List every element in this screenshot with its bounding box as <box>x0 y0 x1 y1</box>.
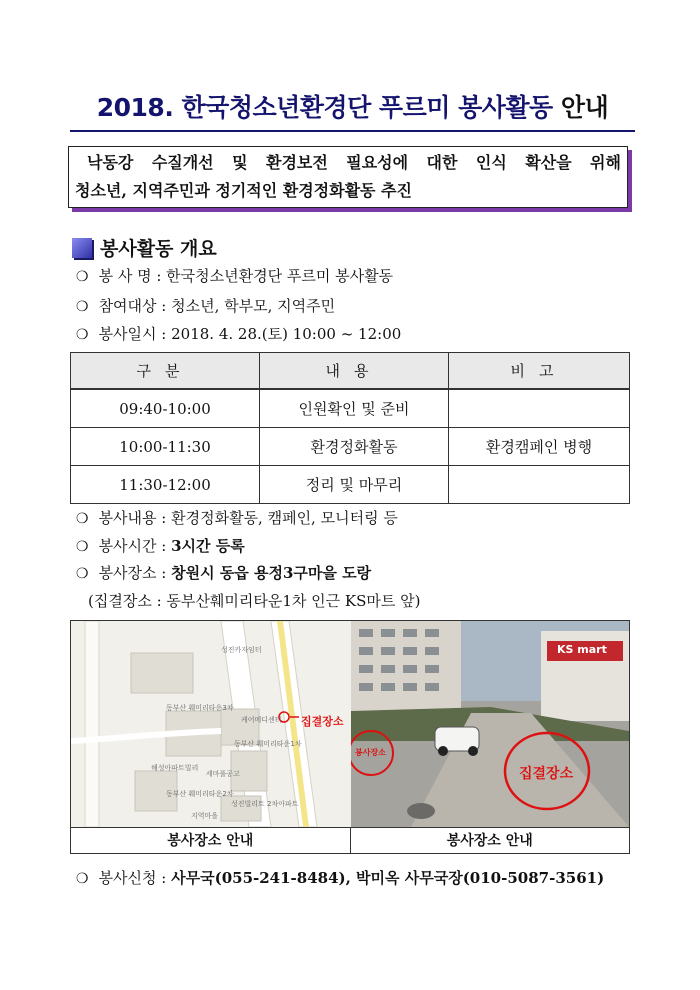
photo-caption: 봉사장소 안내 <box>446 833 533 849</box>
circle-bullet-icon: ❍ <box>76 871 89 887</box>
map-caption: 봉사장소 안내 <box>71 828 351 854</box>
square-bullet-icon <box>72 238 92 258</box>
bullet-hours: ❍ 봉사시간 : 3시간 등록 <box>76 537 245 555</box>
map-label: 동부산 훼미리타운1차 <box>234 740 302 748</box>
map-label: 성진빌리트 2차아파트 <box>231 800 299 808</box>
ks-mart-sign: KS mart <box>557 643 607 656</box>
title-divider <box>70 130 635 132</box>
circle-bullet-icon: ❍ <box>76 539 89 555</box>
circle-bullet-icon: ❍ <box>76 327 89 343</box>
location-figure <box>70 620 630 854</box>
map-label: 지역마을 <box>191 812 219 820</box>
circle-bullet-icon: ❍ <box>76 269 89 285</box>
map-label: 동부산 훼미리타운2차 <box>166 790 234 798</box>
table-row: 11:30-12:00 정리 및 마무리 <box>71 466 630 504</box>
circle-bullet-icon: ❍ <box>76 511 89 527</box>
street-photo <box>351 621 629 827</box>
header-content: 내용 <box>260 353 449 390</box>
map-label: 성진카자임터 <box>221 646 262 654</box>
map-label: 해성아파트빌리 <box>151 764 199 772</box>
summary-line-1: 낙동강 수질개선 및 환경보전 필요성에 대한 인식 확산을 위해 <box>87 153 621 172</box>
meeting-point-pin-label: 집결장소 <box>301 715 344 728</box>
figure-captions <box>71 827 629 854</box>
summary-line-2: 청소년, 지역주민과 정기적인 환경정화활동 추진 <box>75 181 412 200</box>
street-map <box>71 621 352 827</box>
header-note: 비고 <box>449 353 630 390</box>
table-row: 10:00-11:30 환경정화활동 환경캠페인 병행 <box>71 428 630 466</box>
meeting-spot-mark: 집결장소 <box>519 766 574 782</box>
bullet-place: ❍ 봉사장소 : 창원시 동읍 용정3구마을 도랑 <box>76 564 372 582</box>
bullet-apply: ❍ 봉사신청 : 사무국(055-241-8484), 박미옥 사무국장(010-5087-3561) <box>76 869 605 887</box>
schedule-table <box>70 352 630 504</box>
bullet-date: ❍ 봉사일시 : 2018. 4. 28.(토) 10:00 ~ 12:00 <box>76 325 402 343</box>
map-label: 세마풀공고 <box>206 770 240 778</box>
circle-bullet-icon: ❍ <box>76 566 89 582</box>
circle-bullet-icon: ❍ <box>76 299 89 315</box>
header-category: 구분 <box>71 353 260 390</box>
page-title: 2018. 한국청소년환경단 푸르미 봉사활동 안내 <box>96 93 609 122</box>
volunteer-spot-mark: 봉사장소 <box>355 748 386 757</box>
section-heading: 봉사활동 개요 <box>72 234 217 261</box>
bullet-target: ❍ 참여대상 : 청소년, 학부모, 지역주민 <box>76 297 336 315</box>
summary-box <box>68 146 628 208</box>
meeting-point-note: (집결장소 : 동부산훼미리타운1차 인근 KS마트 앞) <box>88 592 421 610</box>
table-header-row <box>71 353 630 390</box>
bullet-name: ❍ 봉 사 명 : 한국청소년환경단 푸르미 봉사활동 <box>76 267 394 285</box>
map-label: 케어메디센터 <box>241 716 282 724</box>
table-row: 09:40-10:00 인원확인 및 준비 <box>71 389 630 428</box>
map-label: 동부산 훼미리타운3차 <box>166 704 234 712</box>
bullet-content: ❍ 봉사내용 : 환경정화활동, 캠페인, 모니터링 등 <box>76 509 398 527</box>
